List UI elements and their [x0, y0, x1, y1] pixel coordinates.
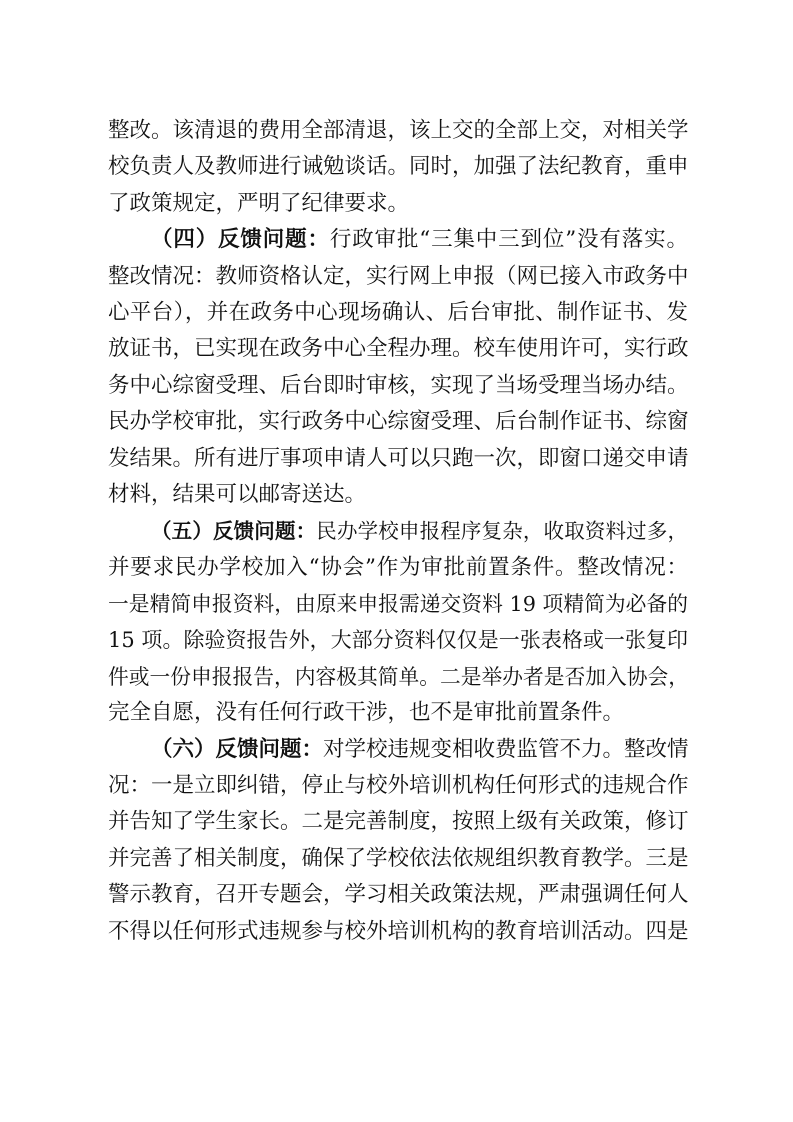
line-text: 警示教育，召开专题会，学习相关政策法规，严肃强调任何人: [108, 882, 689, 908]
body-text-line: [108, 295, 688, 331]
line-text: 对学校违规变相收费监管不力。整改情: [323, 736, 689, 762]
line-text: 一是精简申报资料，由原来申报需递交资料 19 项精简为必备的: [108, 592, 688, 617]
line-text: 15 项。除验资报告外，大部分资料仅仅是一张表格或一张复印: [108, 628, 688, 653]
line-text: 不得以任何形式违规参与校外培训机构的教育培训活动。四是: [108, 918, 689, 944]
line-text: 整改。该清退的费用全部清退，该上交的全部上交，对相关学: [108, 118, 689, 143]
section-heading-line: [108, 732, 688, 768]
line-text: 心平台），并在政务中心现场确认、后台审批、制作证书、发: [108, 299, 688, 325]
document-body: [108, 113, 688, 950]
section-heading-line: [108, 222, 688, 258]
body-text-line: [108, 149, 688, 185]
line-text: 况：一是立即纠错，停止与校外培训机构任何形式的违规合作: [108, 773, 689, 799]
body-text-line: [108, 586, 688, 622]
body-text-line: [108, 186, 688, 222]
body-text-line: [108, 550, 688, 586]
line-text: 整改情况：教师资格认定，实行网上申报（网已接入市政务中: [108, 263, 689, 289]
section-label: （六）反馈问题：: [151, 736, 324, 762]
section-label: （四）反馈问题：: [151, 227, 330, 253]
line-text: 完全自愿，没有任何行政干涉，也不是审批前置条件。: [108, 700, 625, 726]
section-heading-line: [108, 513, 688, 549]
line-text: 并要求民办学校加入“协会”作为审批前置条件。整改情况：: [108, 554, 688, 580]
body-text-line: [108, 622, 688, 658]
line-text: 件或一份申报报告，内容极其简单。二是举办者是否加入协会，: [108, 664, 690, 689]
line-text: 民办学校审批，实行政务中心综窗受理、后台制作证书、综窗: [108, 409, 689, 435]
body-text-line: [108, 659, 688, 695]
line-text: 民办学校申报程序复杂，收取资料过多，: [316, 519, 689, 544]
body-text-line: [108, 331, 688, 367]
line-text: 校负责人及教师进行诫勉谈话。同时，加强了法纪教育，重申: [108, 154, 689, 180]
line-text: 行政审批“三集中三到位”没有落实。: [329, 227, 688, 253]
body-text-line: [108, 914, 688, 950]
line-text: 材料，结果可以邮寄送达。: [108, 481, 367, 507]
body-text-line: [108, 404, 688, 440]
body-text-line: [108, 441, 688, 477]
line-text: 并告知了学生家长。二是完善制度，按照上级有关政策，修订: [108, 809, 689, 835]
body-text-line: [108, 841, 688, 877]
section-label: （五）反馈问题：: [151, 519, 317, 544]
body-text-line: [108, 477, 688, 513]
body-text-line: [108, 768, 688, 804]
line-text: 放证书，已实现在政务中心全程办理。校车使用许可，实行政: [108, 336, 689, 362]
line-text: 务中心综窗受理、后台即时审核，实现了当场受理当场办结。: [108, 372, 689, 398]
line-text: 了政策规定，严明了纪律要求。: [108, 190, 410, 216]
body-text-line: [108, 113, 688, 149]
body-text-line: [108, 259, 688, 295]
body-text-line: [108, 368, 688, 404]
body-text-line: [108, 877, 688, 913]
body-text-line: [108, 804, 688, 840]
line-text: 发结果。所有进厅事项申请人可以只跑一次，即窗口递交申请: [108, 445, 689, 471]
body-text-line: [108, 695, 688, 731]
line-text: 并完善了相关制度，确保了学校依法依规组织教育教学。三是: [108, 845, 689, 871]
